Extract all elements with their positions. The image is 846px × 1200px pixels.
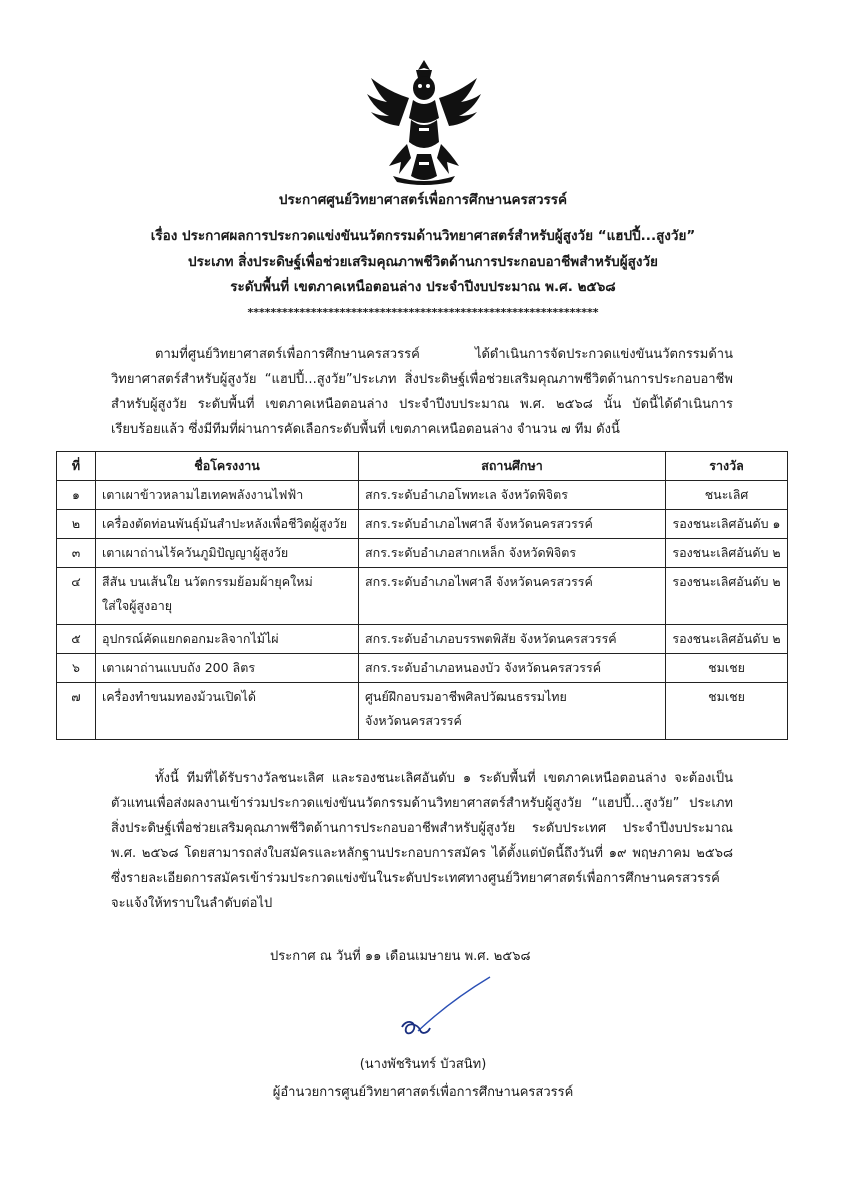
row-award: รองชนะเลิศอันดับ ๒: [666, 625, 788, 654]
signatory-name: (นางพัชรินทร์ บัวสนิท): [359, 1057, 487, 1072]
row-award: รองชนะเลิศอันดับ ๒: [666, 539, 788, 568]
intro-paragraph: [111, 342, 733, 442]
handwritten-signature: [340, 975, 540, 1045]
row-school: สกร.ระดับอำเภอบรรพตพิสัย จังหวัดนครสวรรค์: [359, 625, 666, 654]
row-project: เครื่องตัดท่อนพันธุ์มันสำปะหลังเพื่อชีวิตผู้สูงวัย: [96, 510, 359, 539]
row-school: สกร.ระดับอำเภอไพศาลี จังหวัดนครสวรรค์: [359, 510, 666, 539]
row-award: ชนะเลิศ: [666, 481, 788, 510]
row-no: ๑: [57, 481, 96, 510]
row-no: ๓: [57, 539, 96, 568]
row-award: รองชนะเลิศอันดับ ๒: [666, 568, 788, 625]
intro-paragraph-text: ตามที่ศูนย์วิทยาศาสตร์เพื่อการศึกษานครสวรรค์ ได้ดำเนินการจัดประกวดแข่งขันนวัตกรรมด้านวิทยาศาสตร์สำหรับผู้สูงวัย “แฮปปี้...สูงวัย”ประเภท สิ่งประดิษฐ์เพื่อช่วยเสริมคุณภาพชีวิตด้านการประกอบอาชีพสำหรับผู้สูงวัย ระดับพื้นที่ เขตภาคเหนือตอนล่าง ประจำปีงบประมาณ พ.ศ. ๒๕๖๘ นั้น บัดนี้ได้ดำเนินการเรียบร้อยแล้ว ซึ่งมีทีมที่ผ่านการคัดเลือกระดับพื้นที่ เขตภาคเหนือตอนล่าง จำนวน ๗ ทีม ดังนี้: [111, 347, 733, 437]
row-no: ๗: [57, 683, 96, 740]
document-title: ประกาศศูนย์วิทยาศาสตร์เพื่อการศึกษานครสวรรค์: [278, 192, 568, 208]
subject-line-1: เรื่อง ประกาศผลการประกวดแข่งขันนวัตกรรมด้านวิทยาศาสตร์สำหรับผู้สูงวัย “แฮปปี้...สูงวัย”: [150, 228, 696, 244]
row-project: อุปกรณ์คัดแยกดอกมะลิจากไม้ไผ่: [96, 625, 359, 654]
header-project: ชื่อโครงงาน: [96, 452, 359, 481]
row-project: เตาเผาข้าวหลามไฮเทคพลังงานไฟฟ้า: [96, 481, 359, 510]
row-school: สกร.ระดับอำเภอไพศาลี จังหวัดนครสวรรค์: [359, 568, 666, 625]
row-project-line-2: ใส่ใจผู้สูงอายุ: [102, 598, 173, 613]
row-project: เครื่องทำขนมทองม้วนเปิดได้: [96, 683, 359, 740]
row-school: สกร.ระดับอำเภอสากเหล็ก จังหวัดพิจิตร: [359, 539, 666, 568]
row-no: ๔: [57, 568, 96, 625]
subject-line-3: ระดับพื้นที่ เขตภาคเหนือตอนล่าง ประจำปีงบประมาณ พ.ศ. ๒๕๖๘: [230, 279, 616, 295]
row-school: สกร.ระดับอำเภอหนองบัว จังหวัดนครสวรรค์: [359, 654, 666, 683]
row-no: ๖: [57, 654, 96, 683]
announcement-date: ประกาศ ณ วันที่ ๑๑ เดือนเมษายน พ.ศ. ๒๕๖๘: [270, 949, 531, 964]
row-award: รองชนะเลิศอันดับ ๑: [666, 510, 788, 539]
subject-line-2: ประเภท สิ่งประดิษฐ์เพื่อช่วยเสริมคุณภาพชีวิตด้านการประกอบอาชีพสำหรับผู้สูงวัย: [188, 254, 658, 270]
header-award: รางวัล: [666, 452, 788, 481]
row-school: [359, 683, 666, 740]
row-no: ๕: [57, 625, 96, 654]
row-project: [96, 568, 359, 625]
row-award: ชมเชย: [666, 683, 788, 740]
row-no: ๒: [57, 510, 96, 539]
table-row: [57, 568, 788, 625]
awards-table: [56, 451, 788, 740]
table-row: [57, 625, 788, 654]
header-no: ที่: [57, 452, 96, 481]
table-row: [57, 481, 788, 510]
row-project-line-1: สีสัน บนเส้นใย นวัตกรรมย้อมผ้ายุคใหม่: [102, 574, 313, 589]
row-project: เตาเผาถ่านไร้ควันภูมิปัญญาผู้สูงวัย: [96, 539, 359, 568]
table-row: [57, 510, 788, 539]
closing-paragraph: [111, 766, 733, 916]
row-project: เตาเผาถ่านแบบถัง 200 ลิตร: [96, 654, 359, 683]
header-school: สถานศึกษา: [359, 452, 666, 481]
table-row: [57, 654, 788, 683]
table-header-row: [57, 452, 788, 481]
table-row: [57, 539, 788, 568]
signatory-title: ผู้อำนวยการศูนย์วิทยาศาสตร์เพื่อการศึกษานครสวรรค์: [272, 1085, 574, 1100]
row-school: สกร.ระดับอำเภอโพทะเล จังหวัดพิจิตร: [359, 481, 666, 510]
row-award: ชมเชย: [666, 654, 788, 683]
garuda-emblem-icon: [363, 58, 485, 186]
closing-paragraph-text: ทั้งนี้ ทีมที่ได้รับรางวัลชนะเลิศ และรองชนะเลิศอันดับ ๑ ระดับพื้นที่ เขตภาคเหนือตอนล่าง จะต้องเป็นตัวแทนเพื่อส่งผลงานเข้าร่วมประกวดแข่งขันนวัตกรรมด้านวิทยาศาสตร์สำหรับผู้สูงวัย “แฮปปี้...สูงวัย” ประเภท สิ่งประดิษฐ์เพื่อช่วยเสริมคุณภาพชีวิตด้านการประกอบอาชีพสำหรับผู้สูงวัย ระดับประเทศ ประจำปีงบประมาณ พ.ศ. ๒๕๖๘ โดยสามารถส่งใบสมัครและหลักฐานประกอบการสมัคร ได้ตั้งแต่บัดนี้ถึงวันที่ ๑๙ พฤษภาคม ๒๕๖๘ ซึ่งรายละเอียดการสมัครเข้าร่วมประกวดแข่งขันในระดับประเทศทางศูนย์วิทยาศาสตร์เพื่อการศึกษานครสวรรค์จะแจ้งให้ทราบในลำดับต่อไป: [111, 771, 733, 911]
row-school-line-1: ศูนย์ฝึกอบรมอาชีพศิลปวัฒนธรรมไทย: [365, 689, 567, 704]
row-school-line-2: จังหวัดนครสวรรค์: [365, 713, 462, 728]
table-row: [57, 683, 788, 740]
separator-stars: *************************************************************: [247, 306, 599, 319]
